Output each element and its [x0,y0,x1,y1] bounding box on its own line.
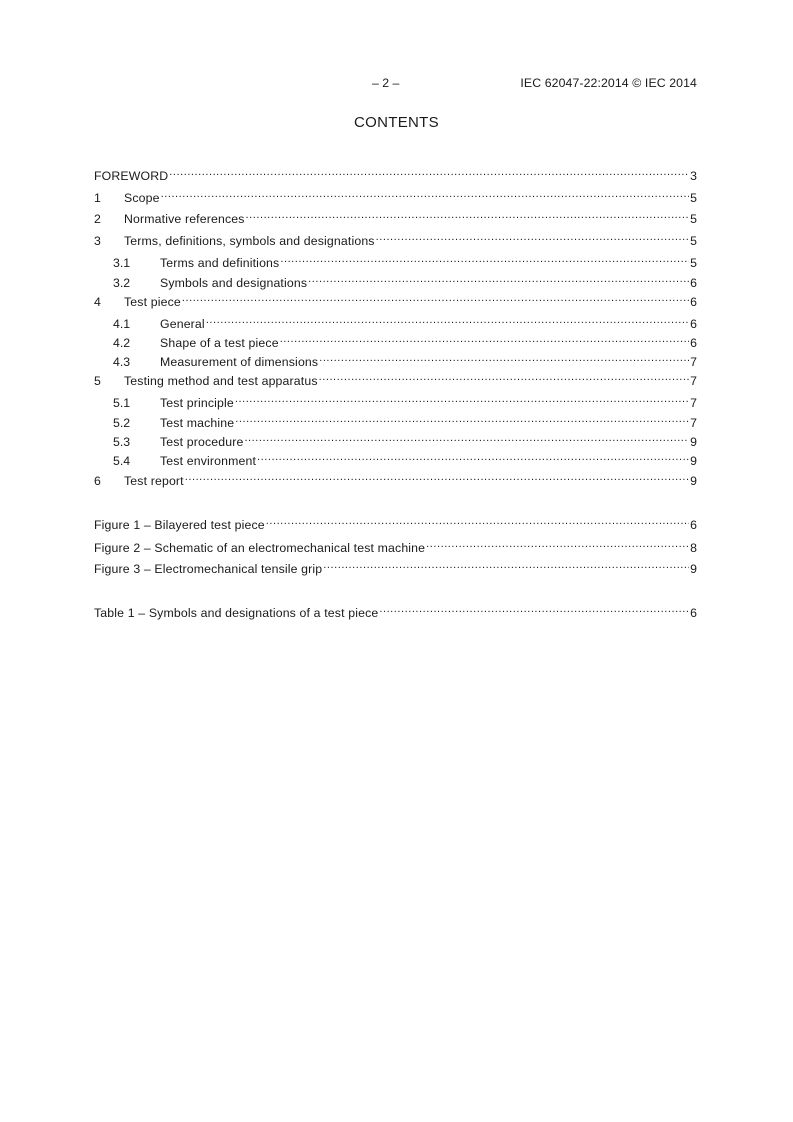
toc-figure-entry[interactable] [94,536,697,555]
toc-entry[interactable] [94,411,697,430]
toc-leader-dots [244,430,689,446]
toc-entry-number: 5.4 [113,454,131,468]
toc-entry-title: Test report [124,474,184,488]
toc-entry-number: 3.2 [113,276,131,290]
toc-entry-page: 6 [690,317,697,331]
toc-entry-page: 9 [690,474,697,488]
toc-entry-number: 5.2 [113,416,131,430]
toc-entry-title: Symbols and designations [160,276,308,290]
toc-entry-title: Figure 3 – Electromechanical tensile grip [94,562,323,576]
toc-leader-dots [169,164,689,180]
toc-entry-page: 5 [690,212,697,226]
toc-entry-page: 7 [690,396,697,410]
toc-entry-title: Test piece [124,295,181,309]
document-reference: IEC 62047-22:2014 © IEC 2014 [520,76,697,90]
toc-entry-page: 5 [690,234,697,248]
toc-entry-page: 7 [690,416,697,430]
toc-entry[interactable] [94,312,697,331]
toc-entry-number: 5.1 [113,396,131,410]
toc-entry-title: General [160,317,205,331]
toc-leader-dots [235,391,689,407]
toc-leader-dots [206,312,689,328]
toc-entry-page: 5 [690,256,697,270]
toc-entry-number: 4 [94,295,101,309]
toc-entry-title: Test principle [160,396,234,410]
toc-entry-title: Testing method and test apparatus [124,374,318,388]
toc-leader-dots [323,557,689,573]
toc-entry[interactable] [94,331,697,350]
toc-leader-dots [161,186,690,202]
toc-entry-page: 6 [690,518,697,532]
toc-entry-page: 7 [690,355,697,369]
toc-leader-dots [319,350,689,366]
toc-entry-title: Terms and definitions [160,256,280,270]
toc-entry-number: 6 [94,474,101,488]
toc-entry-title: Shape of a test piece [160,336,279,350]
page-number: – 2 – [372,76,400,90]
toc-entry-number: 1 [94,191,101,205]
toc-entry-foreword[interactable] [94,164,697,183]
toc-entry-number: 5.3 [113,435,131,449]
toc-leader-dots [257,449,689,465]
toc-entry-page: 6 [690,295,697,309]
toc-entry-page: 3 [690,169,697,183]
toc-figure-entry[interactable] [94,557,697,576]
toc-entry-page: 8 [690,541,697,555]
toc-leader-dots [235,411,689,427]
toc-entry[interactable] [94,430,697,449]
toc-entry-title: Test machine [160,416,235,430]
toc-entry-number: 3 [94,234,101,248]
toc-entry-title: Figure 1 – Bilayered test piece [94,518,265,532]
page-header [0,76,793,92]
toc-entry-title: Figure 2 – Schematic of an electromechanical test machine [94,541,426,555]
toc-entry-title: Test environment [160,454,257,468]
toc-leader-dots [185,469,689,485]
toc-entry-number: 4.3 [113,355,131,369]
toc-leader-dots [379,601,689,617]
toc-entry[interactable] [94,350,697,369]
toc-leader-dots [246,207,690,223]
toc-entry-title: Normative references [124,212,245,226]
toc-entry-title: Test procedure [160,435,244,449]
toc-entry-title: Measurement of dimensions [160,355,319,369]
toc-table-entry[interactable] [94,601,697,620]
toc-entry-number: 3.1 [113,256,131,270]
toc-entry[interactable] [94,369,697,388]
toc-entry[interactable] [94,271,697,290]
toc-entry-number: 5 [94,374,101,388]
toc-entry-page: 9 [690,454,697,468]
toc-entry-page: 6 [690,606,697,620]
toc-entry[interactable] [94,391,697,410]
toc-entry[interactable] [94,207,697,226]
contents-title: CONTENTS [354,114,439,131]
toc-entry-page: 6 [690,276,697,290]
toc-leader-dots [376,229,690,245]
toc-entry[interactable] [94,186,697,205]
toc-entry-number: 4.1 [113,317,131,331]
toc-entry-page: 9 [690,435,697,449]
toc-leader-dots [280,331,689,347]
toc-leader-dots [280,251,689,267]
toc-entry-page: 6 [690,336,697,350]
toc-leader-dots [319,369,690,385]
toc-entry[interactable] [94,469,697,488]
toc-entry-title: Terms, definitions, symbols and designations [124,234,375,248]
toc-entry-page: 5 [690,191,697,205]
toc-entry[interactable] [94,449,697,468]
toc-leader-dots [308,271,689,287]
toc-entry-title: Scope [124,191,160,205]
toc-leader-dots [426,536,689,552]
toc-entry-title: Table 1 – Symbols and designations of a test piece [94,606,379,620]
toc-entry[interactable] [94,229,697,248]
toc-leader-dots [266,513,689,529]
toc-entry-page: 7 [690,374,697,388]
toc-entry-number: 2 [94,212,101,226]
toc-entry-page: 9 [690,562,697,576]
toc-figure-entry[interactable] [94,513,697,532]
toc-entry-number: 4.2 [113,336,131,350]
toc-entry[interactable] [94,290,697,309]
toc-leader-dots [182,290,689,306]
toc-entry[interactable] [94,251,697,270]
toc-entry-title: FOREWORD [94,169,169,183]
